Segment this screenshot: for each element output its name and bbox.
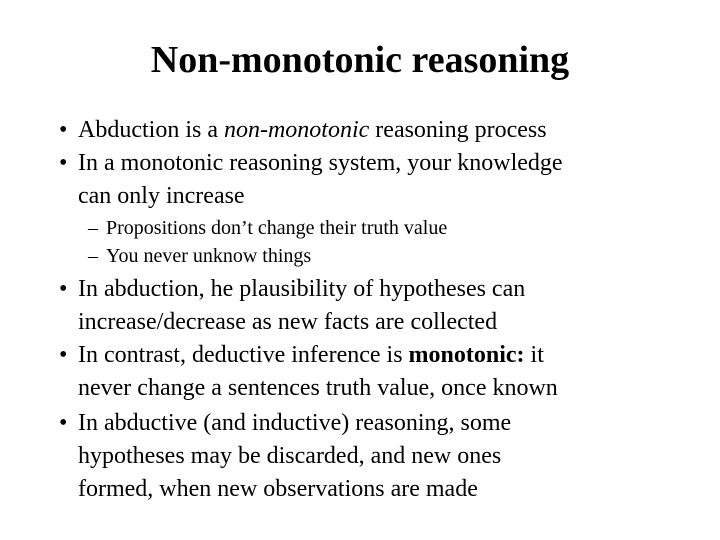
bullet-glyph: • [59, 410, 68, 436]
bullet-text [78, 407, 511, 506]
sub-bullet-never-unknow [88, 243, 311, 270]
bullet-text [78, 114, 547, 147]
bullet-line: In abduction, he plausibility of hypotheses can [78, 276, 526, 302]
bullet-line: can only increase [78, 183, 245, 209]
bullet-text [78, 147, 563, 213]
dash-glyph: – [88, 245, 98, 267]
bullet-abduction-plausibility [59, 273, 525, 339]
bullet-line [78, 339, 558, 372]
bullet-text [78, 339, 558, 405]
bullet-text-segment: it [524, 342, 544, 368]
bullet-glyph: • [59, 342, 68, 368]
bullet-line: In a monotonic reasoning system, your knowledge [78, 150, 563, 176]
bullet-line: increase/decrease as new facts are collected [78, 309, 498, 335]
bullet-line: formed, when new observations are made [78, 476, 478, 502]
bold-monotonic: monotonic: [408, 342, 525, 368]
sub-bullet-propositions [88, 215, 447, 242]
bullet-glyph: • [59, 117, 68, 143]
sub-bullet-text: Propositions don’t change their truth value [106, 217, 448, 239]
bullet-text-segment: Abduction is a [78, 117, 224, 143]
bullet-text-segment: In contrast, deductive inference is [78, 342, 409, 368]
bullet-glyph: • [59, 150, 68, 176]
bullet-line: never change a sentences truth value, once known [78, 375, 558, 401]
bullet-line: hypotheses may be discarded, and new ones [78, 443, 502, 469]
bullet-text [78, 273, 525, 339]
emphasis-non-monotonic: non-monotonic [223, 117, 370, 143]
bullet-monotonic-system [59, 147, 563, 213]
bullet-abductive-inductive [59, 407, 511, 506]
bullet-glyph: • [59, 276, 68, 302]
slide-title: Non-monotonic reasoning [150, 39, 570, 81]
bullet-text-segment: reasoning process [369, 117, 547, 143]
bullet-line [78, 114, 547, 147]
bullet-abduction-nonmonotonic [59, 114, 547, 147]
sub-bullet-text: You never unknow things [106, 245, 312, 267]
bullet-deductive-monotonic [59, 339, 558, 405]
bullet-line: In abductive (and inductive) reasoning, some [78, 410, 512, 436]
dash-glyph: – [88, 217, 98, 239]
